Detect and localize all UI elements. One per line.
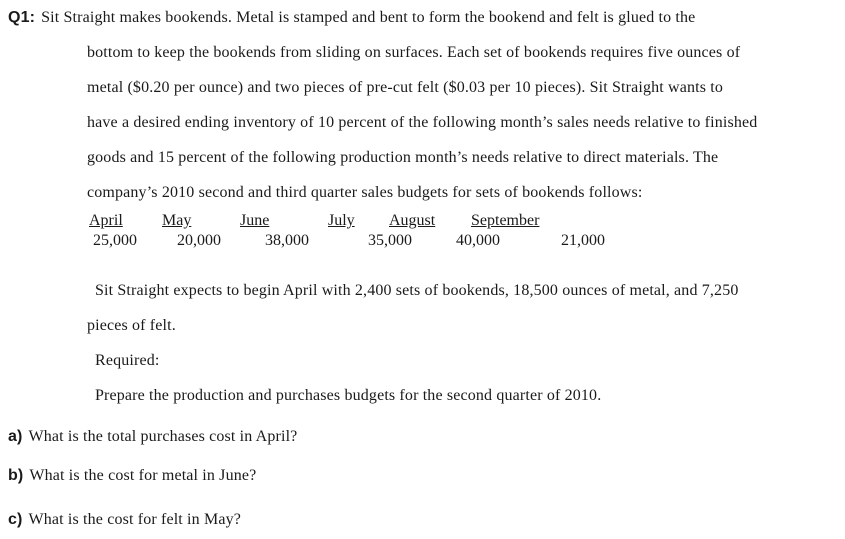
month-header-june: June — [240, 212, 270, 229]
sub-question-a — [8, 428, 297, 446]
required-text: Prepare the production and purchases budgets for the second quarter of 2010. — [95, 387, 602, 404]
month-header-september: September — [471, 212, 540, 229]
sub-question-b — [8, 467, 256, 485]
sales-value-may: 20,000 — [177, 232, 221, 249]
sub-question-b-text: What is the cost for metal in June? — [29, 467, 257, 484]
month-header-may: May — [162, 212, 192, 229]
question-text-line-4: have a desired ending inventory of 10 percent of the following month’s sales needs relative to finished — [87, 114, 758, 131]
month-header-july: July — [328, 212, 355, 229]
question-text-line-3: metal ($0.20 per ounce) and two pieces of pre-cut felt ($0.03 per 10 pieces). Sit Straight wants to — [87, 79, 723, 96]
question-text-line-5: goods and 15 percent of the following production month’s needs relative to direct materials. The — [87, 149, 719, 166]
question-text-line-2: bottom to keep the bookends from sliding on surfaces. Each set of bookends requires five ounces of — [87, 44, 741, 61]
question-label: Q1: — [8, 9, 36, 26]
expectation-line-1: Sit Straight expects to begin April with 2,400 sets of bookends, 18,500 ounces of metal, and 7,250 — [95, 282, 739, 299]
sales-value-june: 38,000 — [265, 232, 309, 249]
question-text-line-6: company’s 2010 second and third quarter sales budgets for sets of bookends follows: — [87, 184, 643, 201]
question-first-line — [8, 9, 695, 27]
sub-question-c-label: c) — [8, 511, 23, 528]
sub-question-a-label: a) — [8, 428, 23, 445]
required-label: Required: — [95, 352, 160, 369]
sales-value-april: 25,000 — [93, 232, 137, 249]
sales-value-july: 35,000 — [368, 232, 412, 249]
sub-question-c-text: What is the cost for felt in May? — [28, 511, 241, 528]
sub-question-b-label: b) — [8, 467, 24, 484]
month-header-august: August — [389, 212, 436, 229]
sales-value-september: 21,000 — [561, 232, 605, 249]
sales-value-august: 40,000 — [456, 232, 500, 249]
sub-question-c — [8, 511, 241, 529]
expectation-line-2: pieces of felt. — [87, 317, 176, 334]
sub-question-a-text: What is the total purchases cost in April? — [28, 428, 298, 445]
question-text-line-1: Sit Straight makes bookends. Metal is stamped and bent to form the bookend and felt is glued to the — [41, 9, 696, 26]
month-header-april: April — [89, 212, 123, 229]
